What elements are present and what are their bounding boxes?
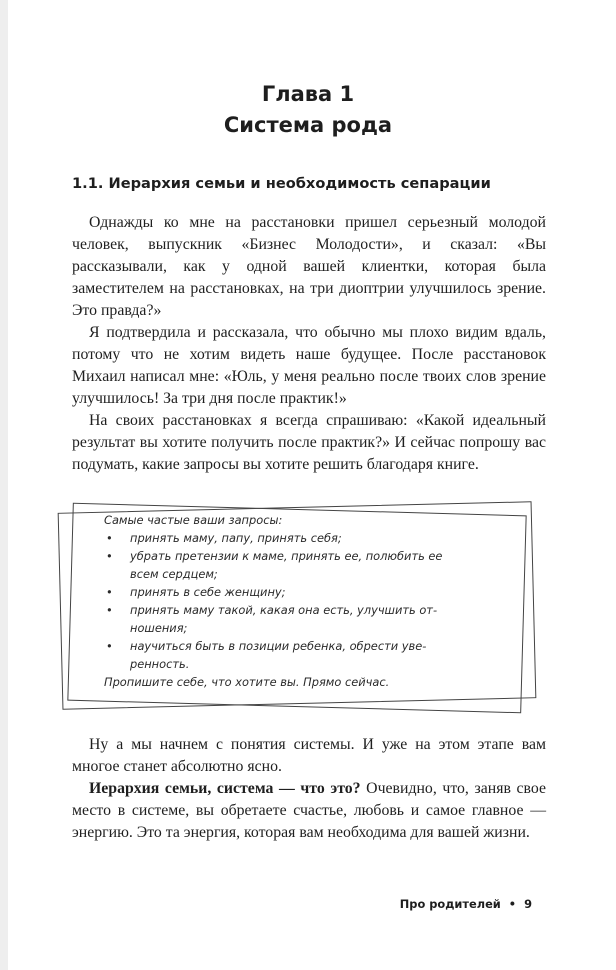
bullet-icon: • [106, 585, 113, 599]
list-item [104, 583, 504, 601]
list-item-text: ренность. [130, 657, 190, 671]
request-list [104, 529, 504, 673]
bullet-icon: • [106, 531, 113, 545]
paragraph: Однажды ко мне на расстановки пришел серьезный молодой человек, выпускник «Бизнес Молодости», и сказал: «Вы рассказывали, как у одной вашей клиентки, которая была заместителем на расстановках, на три диоптрии улучшилось зрение. Это правда?» [72, 214, 546, 319]
bullet-icon: • [106, 549, 113, 563]
page-edge-shadow [0, 0, 8, 970]
list-item-text: всем сердцем; [130, 567, 218, 581]
list-item-text: ношения; [130, 621, 188, 635]
paragraph [72, 778, 546, 844]
paragraph: Ну а мы начнем с понятия системы. И уже на этом этапе вам многое станет абсолютно ясно. [72, 736, 546, 775]
list-item-text: принять маму, папу, принять себя; [130, 531, 342, 545]
body-text-bottom [72, 734, 546, 844]
body-text-top [72, 212, 546, 476]
page-number: 9 [524, 897, 532, 911]
paragraph: Я подтвердила и рассказала, что обычно мы плохо видим вдаль, потому что не хотим видеть наше будущее. После расстановок Михаил написал мне: «Юль, у меня реально после твоих слов зрение улучшилось! За три дня после практик!» [72, 324, 546, 407]
paragraph: На своих расстановках я всегда спрашиваю: «Какой идеальный результат вы хотите получить после практик?» И сейчас попрошу вас подумать, какие запросы вы хотите решить благодаря книге. [72, 412, 546, 473]
list-item [104, 601, 504, 637]
emphasis-text: Иерархия семьи, система — что это? [89, 780, 361, 797]
section-title: 1.1. Иерархия семьи и необходимость сепарации [72, 175, 491, 192]
list-item-text: принять в себе женщину; [130, 585, 286, 599]
list-item [104, 547, 504, 583]
callout-outro: Пропишите себе, что хотите вы. Прямо сейчас. [104, 675, 390, 689]
page-footer [400, 896, 532, 912]
list-item [104, 529, 504, 547]
callout-box [104, 511, 504, 691]
running-title: Про родителей [399, 897, 501, 911]
footer-separator: • [508, 897, 517, 911]
bullet-icon: • [106, 603, 113, 617]
chapter-title: Система рода [223, 113, 393, 137]
list-item-text: убрать претензии к маме, принять ее, полюбить ее [130, 549, 443, 563]
paragraph-text: Очевидно, что, заняв свое место в системе, вы обретаете счастье, любовь и самое главное — энергию. Это та энергия, которая вам необходима для вашей жизни. [72, 780, 547, 841]
callout-intro: Самые частые ваши запросы: [104, 513, 283, 527]
list-item-text: принять маму такой, какая она есть, улучшить от- [130, 603, 438, 617]
bullet-icon: • [106, 639, 113, 653]
list-item-text: научиться быть в позиции ребенка, обрести уве- [130, 639, 427, 653]
chapter-number: Глава 1 [261, 82, 355, 106]
list-item [104, 637, 504, 673]
